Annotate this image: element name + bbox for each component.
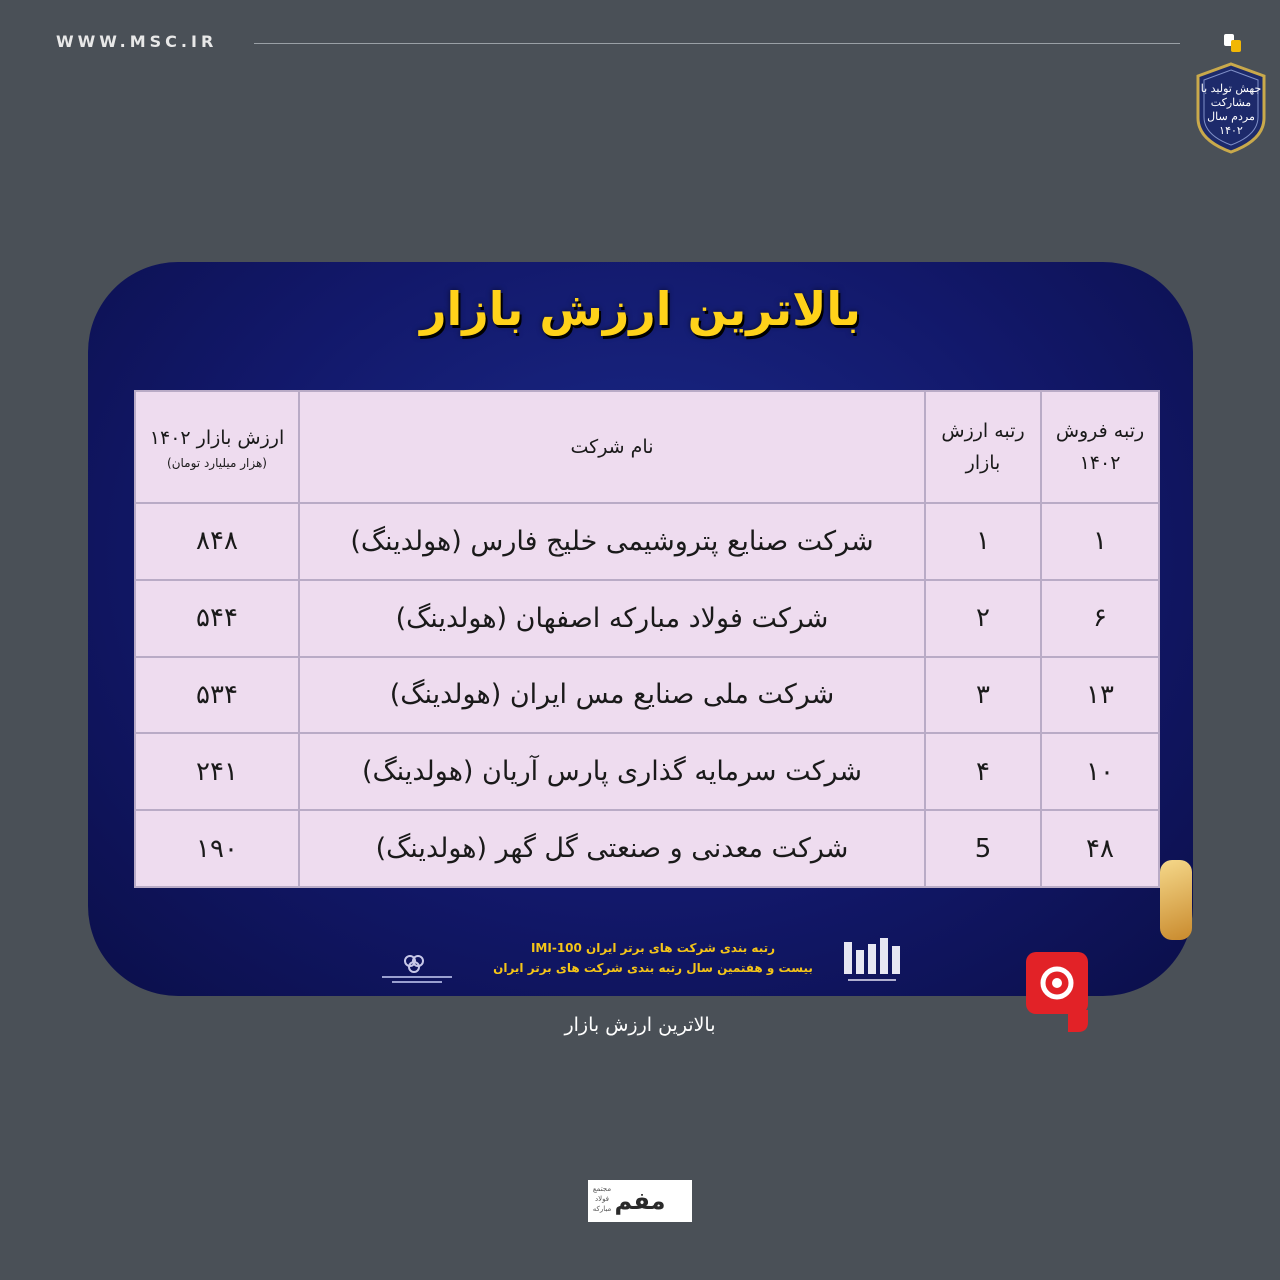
company-name-cell: شرکت فولاد مبارکه اصفهان (هولدینگ) [299, 580, 925, 657]
table-row [135, 810, 1159, 887]
corner-logo-icon [1222, 32, 1244, 54]
sales-rank-cell: ۱ [1041, 503, 1159, 580]
market-value-cell: ۲۴۱ [135, 733, 299, 810]
side-thumbnail [1160, 860, 1192, 940]
market-value-table [134, 390, 1160, 888]
imi-footer-text [488, 938, 818, 978]
company-name-cell: شرکت ملی صنایع مس ایران (هولدینگ) [299, 657, 925, 734]
company-name-cell: شرکت معدنی و صنعتی گل گهر (هولدینگ) [299, 810, 925, 887]
slide-image [88, 262, 1193, 996]
sales-rank-cell: ۱۰ [1041, 733, 1159, 810]
image-caption: بالاترین ارزش بازار [564, 1014, 716, 1036]
brand-side-text: مجتمع فولاد مبارکه [592, 1185, 612, 1213]
site-url[interactable]: WWW.MSC.IR [56, 32, 218, 51]
market-rank-cell: ۱ [925, 503, 1041, 580]
company-name-cell: شرکت صنایع پتروشیمی خلیج فارس (هولدینگ) [299, 503, 925, 580]
header-company-name: نام شرکت [299, 391, 925, 503]
market-value-cell: ۵۳۴ [135, 657, 299, 734]
table-row [135, 657, 1159, 734]
organizer-logo-icon [378, 952, 456, 986]
table-row [135, 580, 1159, 657]
slide-title: بالاترین ارزش بازار [420, 282, 861, 336]
sales-rank-cell: ۱۳ [1041, 657, 1159, 734]
top-divider [254, 43, 1180, 44]
campaign-badge-text: جهش تولید با مشارکت مردم سال ۱۴۰۲ [1200, 82, 1262, 137]
market-value-cell: ۵۴۴ [135, 580, 299, 657]
brand-logo-text: مفم [614, 1187, 666, 1215]
market-value-cell: ۸۴۸ [135, 503, 299, 580]
market-value-cell: ۱۹۰ [135, 810, 299, 887]
market-rank-cell: ۴ [925, 733, 1041, 810]
brand-logo [588, 1180, 692, 1222]
header-market-value [135, 391, 299, 503]
company-name-cell: شرکت سرمایه گذاری پارس آریان (هولدینگ) [299, 733, 925, 810]
market-rank-cell: ۲ [925, 580, 1041, 657]
sales-rank-cell: ۴۸ [1041, 810, 1159, 887]
sales-rank-cell: ۶ [1041, 580, 1159, 657]
table-row [135, 733, 1159, 810]
header-market-value-unit: (هزار میلیارد تومان) [167, 456, 267, 470]
header-market-value-label: ارزش بازار ۱۴۰۲ [149, 427, 285, 449]
imi-footer-line2: بیست و هفتمین سال رتبه بندی شرکت های برتر ایران [493, 961, 813, 975]
header-sales-rank: رتبه فروش ۱۴۰۲ [1041, 391, 1159, 503]
table-header-row [135, 391, 1159, 503]
imi-logo-icon [840, 934, 904, 986]
market-rank-cell: ۳ [925, 657, 1041, 734]
header-market-rank: رتبه ارزش بازار [925, 391, 1041, 503]
market-rank-cell: 5 [925, 810, 1041, 887]
table-row [135, 503, 1159, 580]
imi-footer-line1: رتبه بندی شرکت های برتر ایران IMI-100 [530, 941, 776, 955]
